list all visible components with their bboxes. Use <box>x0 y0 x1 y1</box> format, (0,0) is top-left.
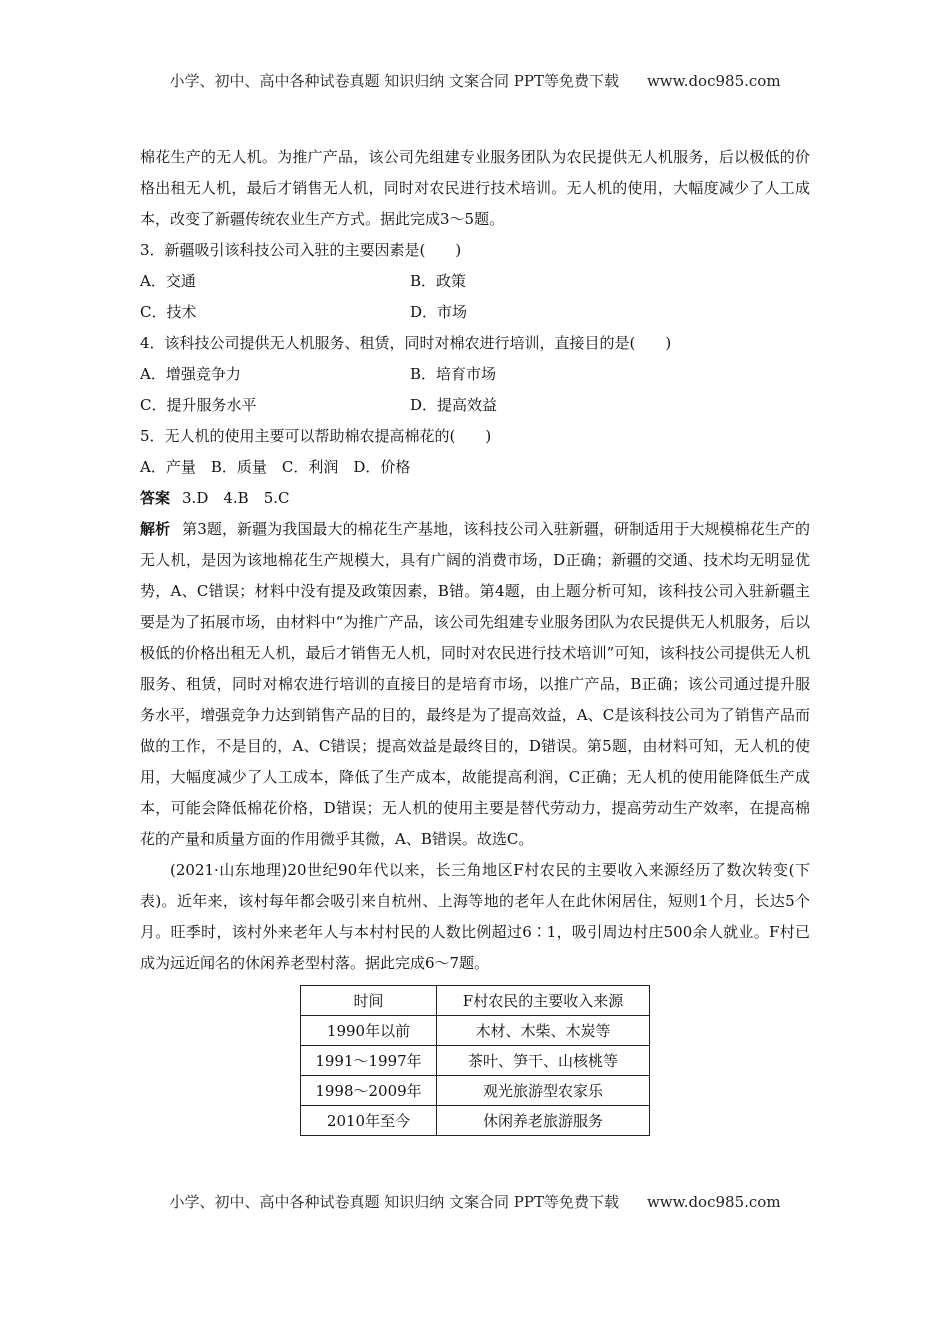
question-4-options-row-1 <box>140 359 810 390</box>
material-2-paragraph: (2021·山东地理)20世纪90年代以来，长三角地区F村农民的主要收入来源经历了数次转变(下表)。近年来，该村每年都会吸引来自杭州、上海等地的老年人在此休闲居住，短则1个月，长达5个月。旺季时，该村外来老年人与本村村民的人数比例超过6∶1，吸引周边村庄500余人就业。F村已成为远近闻名的休闲养老型村落。据此完成6～7题。 <box>140 861 810 972</box>
table-cell: 1998～2009年 <box>301 1076 437 1106</box>
option-4c: C．提升服务水平 <box>140 396 257 414</box>
table-cell: 1991～1997年 <box>301 1046 437 1076</box>
option-3c: C．技术 <box>140 303 197 321</box>
question-5-options: A．产量 B．质量 C．利润 D．价格 <box>140 458 411 476</box>
option-4a: A．增强竞争力 <box>140 365 241 383</box>
page-footer <box>0 1191 950 1212</box>
table-row <box>301 1106 650 1136</box>
footer-url[interactable]: www.doc985.com <box>646 1193 781 1211</box>
table-header-row <box>301 986 650 1016</box>
analysis-label: 解析 <box>140 520 171 538</box>
question-3-stem: 3．新疆吸引该科技公司入驻的主要因素是( ) <box>140 241 462 259</box>
table-row <box>301 1076 650 1106</box>
page-header <box>0 70 950 91</box>
table-cell: 观光旅游型农家乐 <box>437 1076 650 1106</box>
intro-paragraph: 棉花生产的无人机。为推广产品，该公司先组建专业服务团队为农民提供无人机服务，后以极低的价格出租无人机，最后才销售无人机，同时对农民进行技术培训。无人机的使用，大幅度减少了人工成本，改变了新疆传统农业生产方式。据此完成3～5题。 <box>140 148 810 228</box>
table-header-cell: 时间 <box>301 986 437 1016</box>
answer-label: 答案 <box>140 489 171 507</box>
table-header-cell: F村农民的主要收入来源 <box>437 986 650 1016</box>
answer-line <box>140 483 810 514</box>
analysis-text: 第3题，新疆为我国最大的棉花生产基地，该科技公司入驻新疆，研制适用于大规模棉花生产的无人机，是因为该地棉花生产规模大，具有广阔的消费市场，D正确；新疆的交通、技术均无明显优势，A、C错误；材料中没有提及政策因素，B错。第4题，由上题分析可知，该科技公司入驻新疆主要是为了拓展市场，由材料中“为推广产品，该公司先组建专业服务团队为农民提供无人机服务，后以极低的价格出租无人机，最后才销售无人机，同时对农民进行技术培训”可知，该科技公司提供无人机服务、租赁，同时对棉农进行培训的直接目的是培育市场，以推广产品，B正确；该公司通过提升服务水平，增强竞争力达到销售产品的目的，最终是为了提高效益，A、C是该科技公司为了销售产品而做的工作，不是目的，A、C错误；提高效益是最终目的，D错误。第5题，由材料可知，无人机的使用，大幅度减少了人工成本，降低了生产成本，故能提高利润，C正确；无人机的使用能降低生产成本，可能会降低棉花价格，D错误；无人机的使用主要是替代劳动力，提高劳动生产效率，在提高棉花的产量和质量方面的作用微乎其微，A、B错误。故选C。 <box>140 520 810 848</box>
question-4-stem: 4．该科技公司提供无人机服务、租赁，同时对棉农进行培训，直接目的是( ) <box>140 334 672 352</box>
option-3d: D．市场 <box>410 303 468 321</box>
footer-text: 小学、初中、高中各种试卷真题 知识归纳 文案合同 PPT等免费下载 <box>169 1193 619 1211</box>
table-cell: 1990年以前 <box>301 1016 437 1046</box>
table-cell: 木材、木柴、木炭等 <box>437 1016 650 1046</box>
table-cell: 休闲养老旅游服务 <box>437 1106 650 1136</box>
header-url[interactable]: www.doc985.com <box>646 72 781 90</box>
question-3-options-row-2 <box>140 297 810 328</box>
option-3a: A．交通 <box>140 272 196 290</box>
table-row <box>301 1046 650 1076</box>
question-5-stem: 5．无人机的使用主要可以帮助棉农提高棉花的( ) <box>140 427 492 445</box>
table-cell: 茶叶、笋干、山核桃等 <box>437 1046 650 1076</box>
question-3-options-row-1 <box>140 266 810 297</box>
question-4-options-row-2 <box>140 390 810 421</box>
option-3b: B．政策 <box>410 272 467 290</box>
header-text: 小学、初中、高中各种试卷真题 知识归纳 文案合同 PPT等免费下载 <box>169 72 619 90</box>
table-row <box>301 1016 650 1046</box>
table-cell: 2010年至今 <box>301 1106 437 1136</box>
analysis-paragraph <box>140 514 810 855</box>
option-4d: D．提高效益 <box>410 396 498 414</box>
answer-text: 3.D 4.B 5.C <box>182 489 290 507</box>
option-4b: B．培育市场 <box>410 365 497 383</box>
document-body <box>140 142 810 979</box>
income-source-table <box>300 985 650 1136</box>
